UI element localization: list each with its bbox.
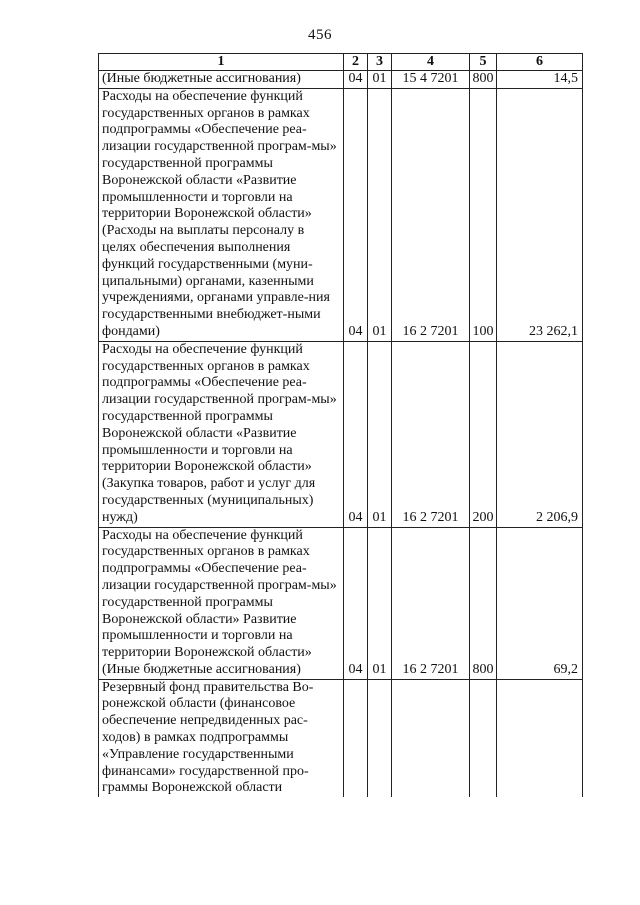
- section-code: 04: [344, 341, 368, 527]
- section-code: 04: [344, 71, 368, 89]
- subsection-code: 01: [368, 527, 392, 679]
- target-article-code: 16 2 7201: [392, 341, 470, 527]
- expense-type-code: [470, 679, 497, 797]
- column-header: 2: [344, 54, 368, 71]
- target-article-code: 16 2 7201: [392, 88, 470, 341]
- expense-type-code: 800: [470, 71, 497, 89]
- amount: [497, 679, 583, 797]
- amount: 23 262,1: [497, 88, 583, 341]
- expense-type-code: 800: [470, 527, 497, 679]
- column-header: 1: [99, 54, 344, 71]
- table-header-row: [99, 54, 583, 71]
- subsection-code: [368, 679, 392, 797]
- column-header: 6: [497, 54, 583, 71]
- row-description: (Иные бюджетные ассигнования): [99, 71, 344, 89]
- row-description: Расходы на обеспечение функций государственных органов в рамках подпрограммы «Обеспечение реа-лизации государственной програм-мы» государственной программы Воронежской области «Развитие промышленности и торговли на территории Воронежской области» (Расходы на выплаты персоналу в целях обеспечения выполнения функций государственными (муни-ципальными) органами, казенными учреждениями, органами управле-ния государственными внебюджет-ными фондами): [99, 88, 344, 341]
- target-article-code: 16 2 7201: [392, 527, 470, 679]
- column-header: 3: [368, 54, 392, 71]
- expense-type-code: 200: [470, 341, 497, 527]
- column-header: 5: [470, 54, 497, 71]
- budget-table: [98, 53, 583, 797]
- target-article-code: 15 4 7201: [392, 71, 470, 89]
- column-header: 4: [392, 54, 470, 71]
- section-code: 04: [344, 88, 368, 341]
- table-row: [99, 341, 583, 527]
- section-code: [344, 679, 368, 797]
- row-description: Расходы на обеспечение функций государственных органов в рамках подпрограммы «Обеспечение реа-лизации государственной програм-мы» государственной программы Воронежской области «Развитие промышленности и торговли на территории Воронежской области» (Закупка товаров, работ и услуг для государственных (муниципальных) нужд): [99, 341, 344, 527]
- row-description: Расходы на обеспечение функций государственных органов в рамках подпрограммы «Обеспечение реа-лизации государственной програм-мы» государственной программы Воронежской области» Развитие промышленности и торговли на территории Воронежской области» (Иные бюджетные ассигнования): [99, 527, 344, 679]
- table-row: [99, 71, 583, 89]
- expense-type-code: 100: [470, 88, 497, 341]
- subsection-code: 01: [368, 71, 392, 89]
- amount: 2 206,9: [497, 341, 583, 527]
- subsection-code: 01: [368, 341, 392, 527]
- amount: 69,2: [497, 527, 583, 679]
- page-number: 456: [308, 27, 332, 43]
- row-description: Резервный фонд правительства Во-ронежской области (финансовое обеспечение непредвиденных рас-ходов) в рамках подпрограммы «Управление государственными финансами» государственной про-граммы Воронежской области: [99, 679, 344, 797]
- target-article-code: [392, 679, 470, 797]
- section-code: 04: [344, 527, 368, 679]
- subsection-code: 01: [368, 88, 392, 341]
- table-row: [99, 527, 583, 679]
- table-row: [99, 88, 583, 341]
- table-row: [99, 679, 583, 797]
- amount: 14,5: [497, 71, 583, 89]
